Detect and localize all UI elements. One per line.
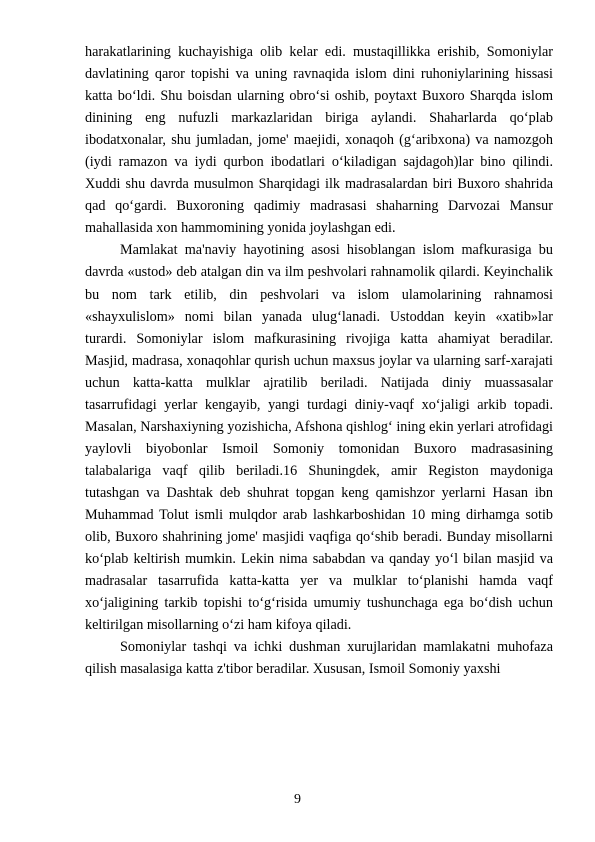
paragraph-2: Mamlakat ma'naviy hayotining asosi hisoblangan islom mafkurasiga bu davrda «ustod» deb atalgan din va ilm peshvolari rahnamolik qilardi. Keyinchalik bu nom tark etilib, din peshvolari va islom ulamolarining rahnamosi «shayxulislom» nomi bilan yanada ulug‘lanadi. Ustoddan keyin «xatib»lar turardi. Somoniylar islom mafkurasining rivojiga katta ahamiyat beradilar. Masjid, madrasa, xonaqohlar qurish uchun maxsus joylar va ularning sarf-xarajati uchun katta-katta mulklar ajratilib beriladi. Natijada diniy muassasalar tasarrufidagi yerlar kengayib, yangi turdagi diniy-vaqf xo‘jaligi arkib topadi. Masalan, Narshaxiyning yozishicha, Afshona qishlog‘ ining ekin yerlari atrofidagi yaylovli biyobonlar Ismoil Somoniy tomonidan Buxoro madrasasining talabalariga vaqf qilib beriladi.16 Shuningdek, amir Registon maydoniga tutashgan va Dashtak deb shuhrat topgan keng qamishzor yerlarni Hasan ibn Muhammad Tolut ismli mulqdor arab lashkarboshidan 10 ming dirhamga sotib olib, Buxoro shahrining jome' masjidi vaqfiga qo‘shib beradi. Bunday misollarni ko‘plab keltirish mumkin. Lekin nima sababdan va qanday yo‘l bilan masjid va madrasalar tasarrufida katta-katta yer va mulklar to‘planishi hamda vaqf xo‘jaligining tarkib topishi to‘g‘risida umumiy tushunchaga ega bo‘dish uchun keltirilgan misollarning o‘zi ham kifoya qiladi. (85, 242, 553, 634)
body-text (85, 41, 553, 680)
paragraph-3: Somoniylar tashqi va ichki dushman xurujlaridan mamlakatni muhofaza qilish masalasiga katta z'tibor beradilar. Xususan, Ismoil Somoniy yaxshi (85, 639, 553, 678)
paragraph-1: harakatlarining kuchayishiga olib kelar edi. mustaqillikka erishib, Somoniylar davlatining qaror topishi va uning ravnaqida islom dini ruhoniylarining hissasi katta bo‘ldi. Shu boisdan ularning obro‘si oshib, poytaxt Buxoro Sharqda islom dinining eng nufuzli markazlaridan biriga aylandi. Shaharlarda qo‘plab ibodatxonalar, shu jumladan, jome' maejidi, xonaqoh (g‘aribxona) va namozgoh (iydi ramazon va iydi qurbon ibodatlari o‘kiladigan sajdagoh)lar bino qilindi. Xuddi shu davrda musulmon Sharqidagi ilk madrasalardan biri Buxoro shahrida qad qo‘gardi. Buxoroning qadimiy madrasasi shaharning Darvozai Mansur mahallasida xon hammomining yonida joylashgan edi. (85, 44, 553, 237)
page-number: 9 (294, 792, 301, 807)
